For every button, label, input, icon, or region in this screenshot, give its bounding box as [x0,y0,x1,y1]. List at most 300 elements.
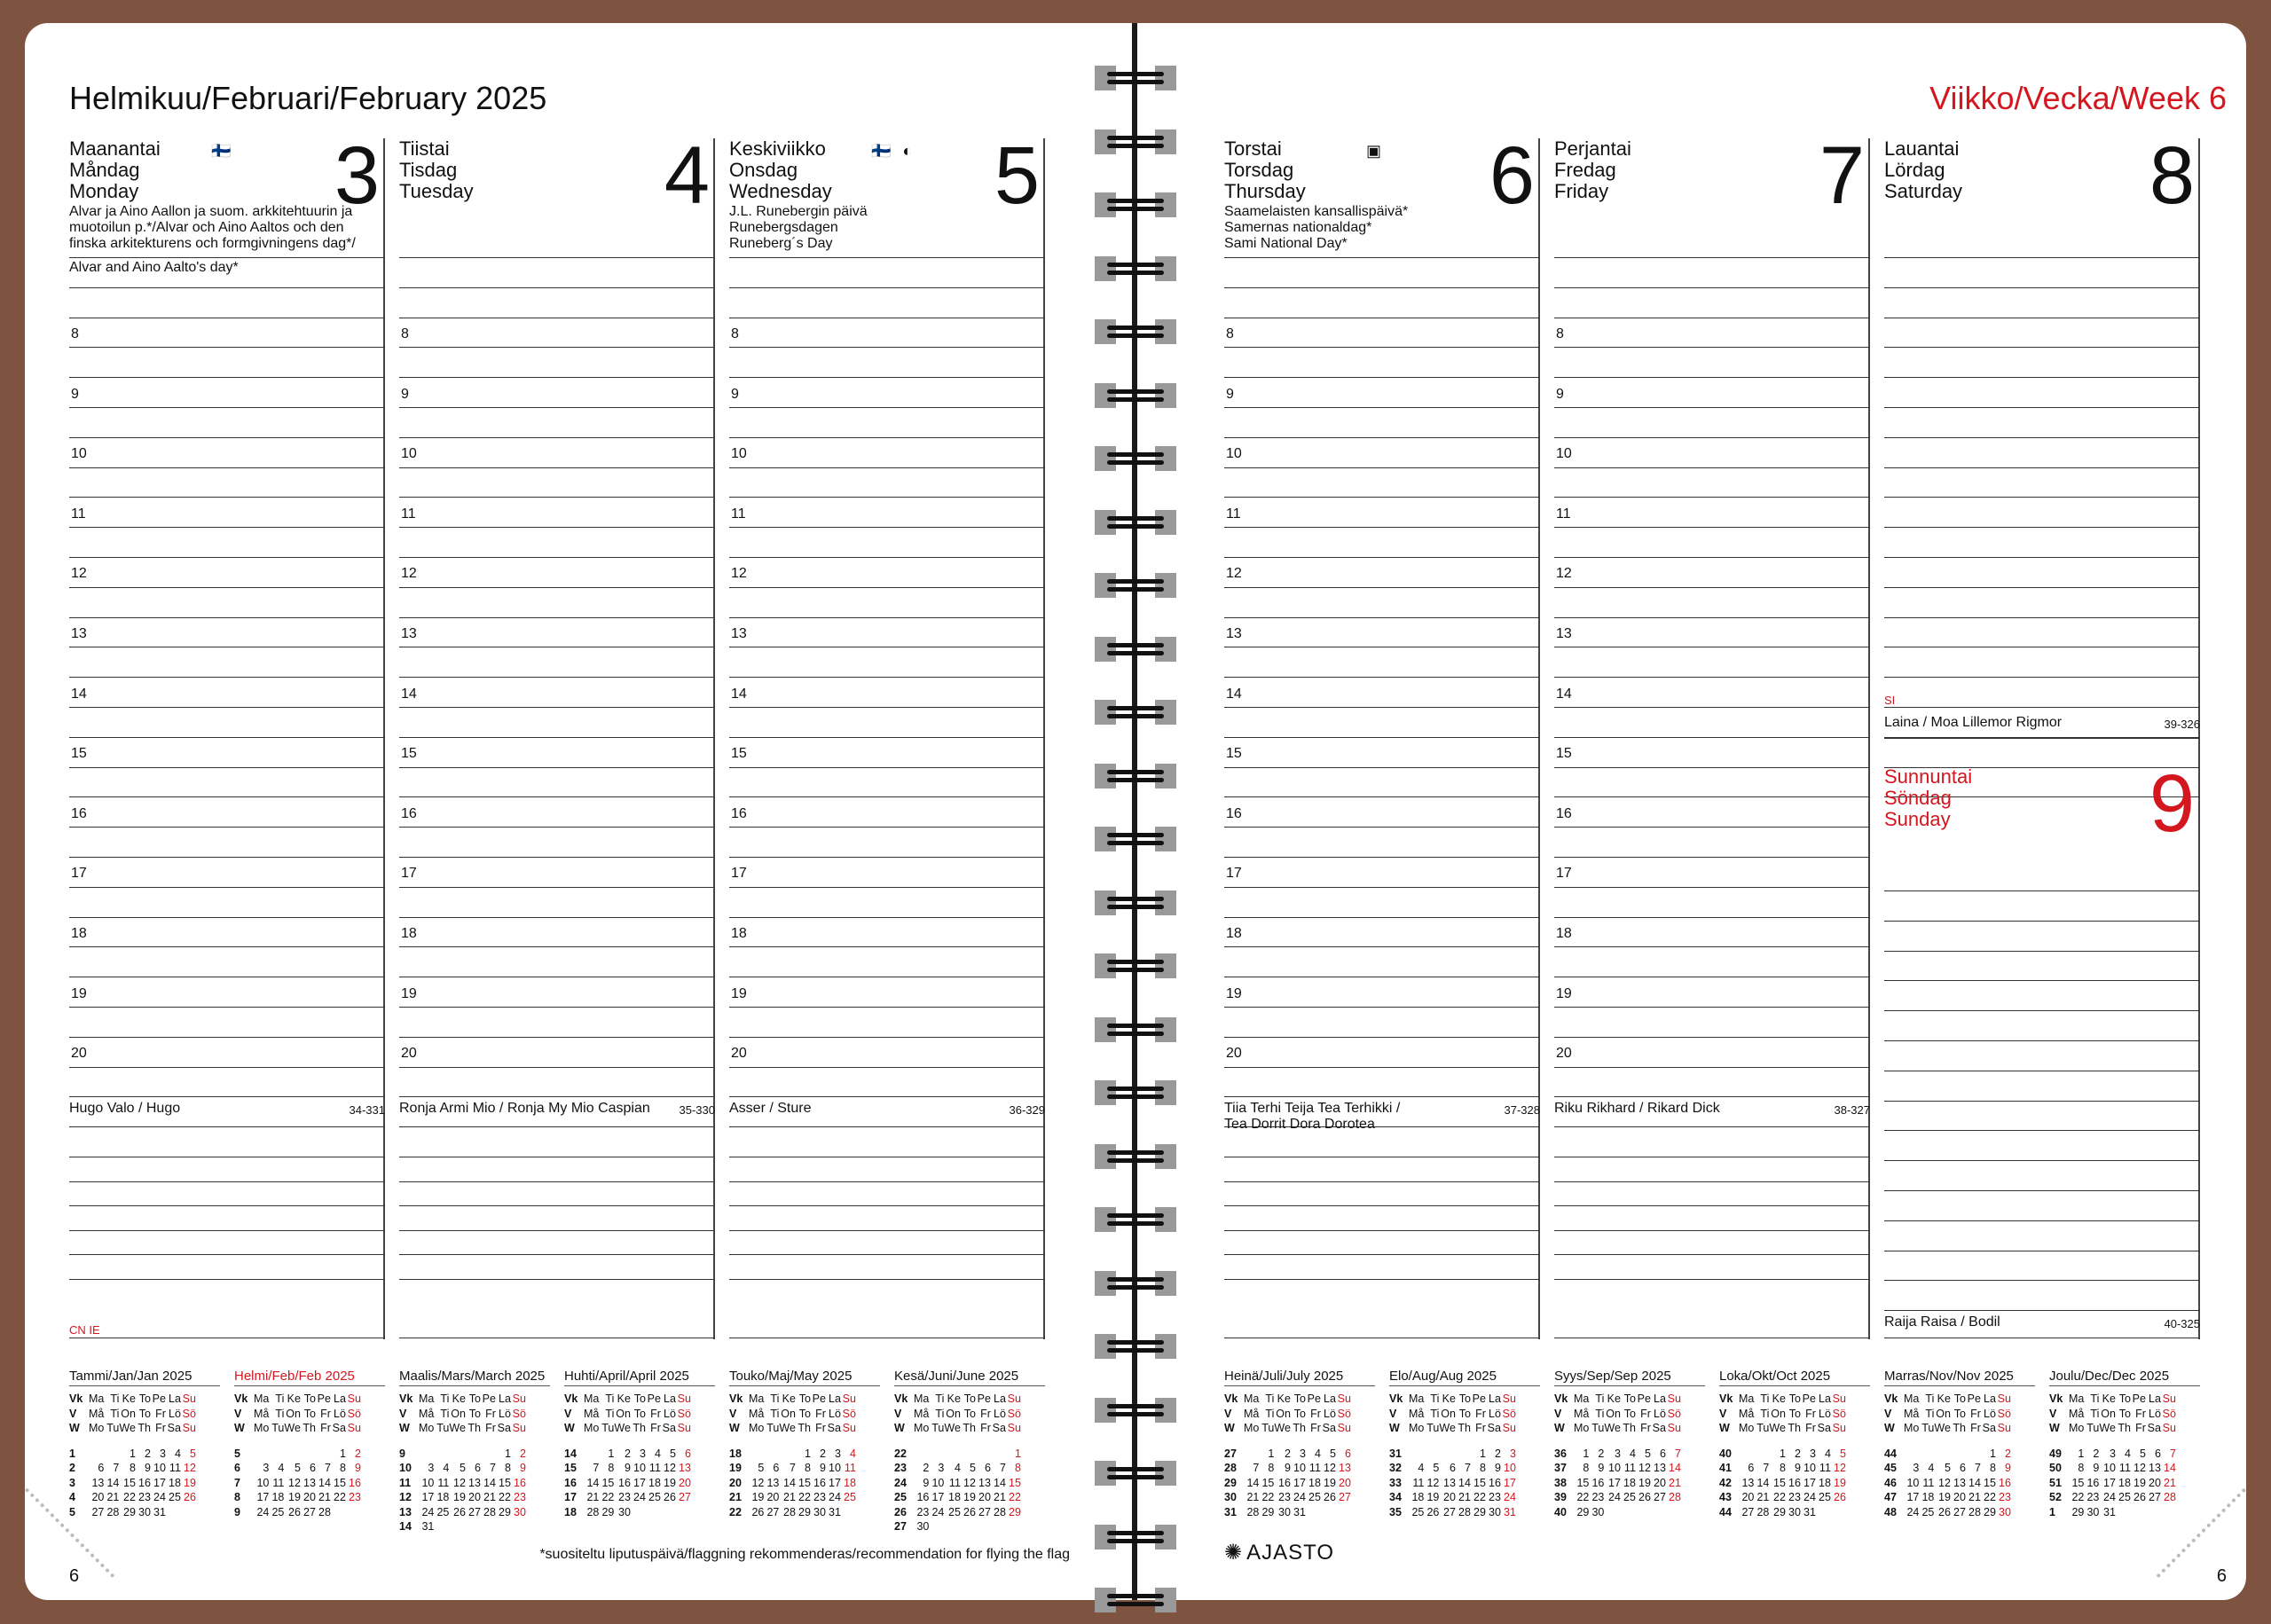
calendar-day: 19 [1834,1476,1846,1489]
calendar-day: 3 [1299,1447,1306,1460]
ring-tab [1155,1080,1176,1105]
weekday-header: W [234,1422,245,1434]
weekday-header: Sa [497,1422,511,1434]
weekday-header: We [1769,1422,1786,1434]
hour-label: 14 [71,686,87,702]
weekday-header: Tu [106,1422,120,1434]
weekday-header: Ma [1244,1393,1260,1405]
ruled-line [1884,1130,2200,1131]
day-name-line: Måndag [69,159,140,181]
weekday-header: Fr [1805,1422,1816,1434]
calendar-day: 16 [1788,1476,1801,1489]
weekday-header: Vk [1719,1393,1733,1405]
week-number: 39 [1554,1491,1567,1503]
day-name-line: Fredag [1554,159,1616,181]
weekday-header: Ma [1574,1393,1590,1405]
month-calendar [1224,1369,1375,1519]
week-row [894,1519,1021,1534]
calendar-day: 20 [1654,1476,1666,1489]
hour-label: 13 [1556,626,1572,641]
calendar-day: 17 [1504,1476,1516,1489]
week-row [1884,1447,2011,1462]
ruled-line [1224,1007,1540,1008]
week-row [399,1461,526,1476]
calendar-day: 8 [1268,1462,1275,1474]
ring-tab [1155,764,1176,788]
ruled-line [1554,587,1870,588]
week-row [564,1476,691,1491]
calendar-day: 22 [1773,1491,1786,1503]
weekday-header: Lö [1489,1407,1501,1420]
ruled-line [399,767,715,768]
calendar-day: 13 [91,1476,105,1489]
calendar-day: 12 [751,1476,765,1489]
notes-line [1224,1230,1540,1231]
calendar-day: 3 [1809,1447,1816,1460]
week-number: 15 [564,1462,577,1474]
week-number: 10 [399,1462,412,1474]
ring-tab [1095,129,1116,154]
weekday-header-row [564,1421,691,1436]
weekday-header: We [779,1422,796,1434]
calendar-day [1621,1505,1636,1520]
hour-label: 20 [401,1046,417,1062]
calendar-day: 20 [1741,1491,1755,1503]
weekday-header: Pe [482,1393,496,1405]
ruled-line [1554,737,1870,738]
ruled-line [1554,257,1870,258]
week-row [1884,1490,2011,1505]
ring-wire [1107,263,1164,267]
notes-line [1554,1254,1870,1255]
calendar-day: 5 [1644,1447,1651,1460]
weekday-header: Ti [1925,1393,1935,1405]
hour-label: 17 [1226,866,1242,882]
calendar-day: 19 [288,1491,301,1503]
spacer [2049,1436,2069,1447]
ruled-line [729,767,1045,768]
calendar-day: 22 [1261,1491,1275,1503]
calendar-day: 24 [931,1505,945,1518]
calendar-day: 14 [1669,1462,1681,1474]
week-row [1224,1476,1351,1491]
calendar-day [2131,1505,2146,1520]
calendar-day [1934,1447,1951,1462]
ruled-line [399,857,715,858]
calendar-day: 27 [1339,1491,1351,1503]
calendar-day: 29 [2071,1505,2085,1518]
ring-tab [1155,890,1176,915]
weekday-header: To [1293,1393,1306,1405]
ring-wire [1107,1340,1164,1345]
calendar-day: 18 [1623,1476,1636,1489]
weekday-header-row [564,1392,691,1407]
calendar-day: 15 [1773,1476,1786,1489]
ring-wire [1107,80,1164,84]
calendar-day [449,1447,466,1462]
calendar-day: 27 [1443,1505,1456,1518]
weekday-header: Fr [1310,1422,1321,1434]
weekday-header: Må [1409,1407,1425,1420]
calendar-day: 16 [618,1476,631,1489]
day-name-line: Tiistai [399,137,450,160]
calendar-day: 28 [783,1505,796,1518]
week-number: 24 [894,1476,907,1489]
hour-label: 8 [1226,326,1234,341]
ruled-line [1224,887,1540,888]
hour-label: 9 [71,386,79,402]
calendar-day: 9 [1494,1462,1501,1474]
day-column [729,130,1045,1339]
weekday-header: Fr [1640,1407,1651,1420]
ruled-line [1884,951,2200,952]
weekday-header: V [399,1407,407,1420]
hour-label: 20 [1226,1046,1242,1062]
ruled-line [1884,1101,2200,1102]
ruled-line [1554,707,1870,708]
weekday-header: To [1458,1407,1471,1420]
calendar-day [166,1505,181,1520]
calendar-day: 9 [2004,1462,2011,1474]
calendar-day: 27 [1741,1505,1755,1518]
calendar-day: 14 [994,1476,1006,1489]
hour-label: 18 [1556,926,1572,941]
calendar-day: 5 [669,1447,676,1460]
calendar-day [269,1447,284,1462]
calendar-day: 26 [1638,1491,1651,1503]
ring-tab [1155,1017,1176,1042]
calendar-day: 23 [138,1491,151,1503]
weekday-header: Su [1502,1422,1516,1434]
calendar-day: 18 [169,1476,181,1489]
weekday-header: To [1293,1407,1306,1420]
ring-tab [1095,1334,1116,1359]
weekday-header: W [564,1422,575,1434]
column-divider [713,138,715,1339]
calendar-day: 21 [1756,1491,1770,1503]
calendar-day [1306,1505,1321,1520]
brand-name: AJASTO [1246,1541,1335,1565]
calendar-day: 30 [1999,1505,2011,1518]
ruled-line [1884,527,2200,528]
weekday-header: Su [2162,1422,2176,1434]
calendar-day: 11 [648,1462,661,1474]
column-divider [1538,138,1540,1339]
weekday-header-row [1719,1407,1846,1422]
calendar-day [496,1519,511,1534]
weekday-header-row [1389,1392,1516,1407]
weekday-header: Ti [1595,1393,1605,1405]
calendar-day [1904,1447,1919,1462]
calendar-day: 7 [2169,1447,2176,1460]
calendar-day [1604,1505,1621,1520]
weekday-header-row [1224,1392,1351,1407]
calendar-day: 9 [519,1462,526,1474]
weekday-header: Ti [1760,1393,1770,1405]
weekday-header: Ti [440,1407,450,1420]
calendar-day [1456,1447,1471,1462]
calendar-day: 6 [1344,1447,1351,1460]
calendar-day: 16 [514,1476,526,1489]
calendar-day: 11 [844,1462,856,1474]
day-name [69,138,161,202]
calendar-day [481,1519,496,1534]
week-row [1719,1461,1846,1476]
flag-icons: 🇫🇮 ◐ [871,142,916,160]
week-number: 36 [1554,1447,1567,1460]
weekday-header-row [1719,1421,1846,1436]
weekday-header: Sö [677,1407,691,1420]
weekday-header: Sa [1982,1422,1996,1434]
day-name-line: Monday [69,180,139,202]
calendar-day [89,1447,104,1462]
calendar-day: 16 [1999,1476,2011,1489]
calendar-day: 17 [1803,1476,1816,1489]
week-number: 5 [69,1505,75,1518]
calendar-day: 13 [1953,1476,1966,1489]
calendar-day: 28 [483,1505,496,1518]
week-row [894,1476,1021,1491]
weekday-header: W [1389,1422,1400,1434]
ring-tab [1155,1207,1176,1232]
ruled-line [1224,946,1540,947]
weekday-header: To [1623,1407,1636,1420]
calendar-day: 24 [1608,1491,1621,1503]
weekday-header: To [1623,1393,1636,1405]
calendar-day: 11 [437,1476,450,1489]
calendar-day [1966,1447,1981,1462]
weekday-header: Må [2069,1407,2085,1420]
calendar-day: 11 [1308,1462,1321,1474]
week-number: 30 [1224,1491,1237,1503]
ruled-line [1224,557,1540,558]
ring-wire [1107,587,1164,592]
hour-label: 17 [731,866,747,882]
ruled-line [1554,407,1870,408]
page-number: 6 [2216,1566,2227,1586]
week-row [399,1490,526,1505]
ruled-line [1884,287,2200,288]
calendar-day: 10 [1608,1462,1621,1474]
weekday-header: Mo [419,1422,435,1434]
day-note: Alvar ja Aino Aallon ja suom. arkkitehtuurin ja muotoilun p.*/Alvar och Aino Aaltos och den finska arkitekturens och formgivningens dag*/ [69,204,356,251]
week-row [1554,1447,1681,1462]
week-number: 47 [1884,1491,1897,1503]
weekday-header: Fr [155,1422,166,1434]
weekday-header: V [894,1407,902,1420]
weekday-header: Ke [1772,1393,1786,1405]
month-calendar [1554,1369,1705,1519]
calendar-day: 3 [938,1462,945,1474]
ring-wire [1107,905,1164,909]
week-number: 42 [1719,1476,1732,1489]
week-row [1224,1447,1351,1462]
calendar-day: 8 [2078,1462,2085,1474]
notes-line [69,1254,385,1255]
spacer-row [564,1436,691,1447]
calendar-day: 15 [1009,1476,1021,1489]
spacer-row [1719,1436,1846,1447]
weekday-header: Må [1904,1407,1920,1420]
weekday-header: V [564,1407,572,1420]
week-number: 46 [1884,1476,1897,1489]
weekday-header: Ke [947,1393,961,1405]
spacer [894,1436,914,1447]
calendar-day: 13 [1654,1462,1666,1474]
weekday-header: Ma [749,1393,765,1405]
calendar-day: 26 [1426,1505,1440,1518]
weekday-header: W [729,1422,740,1434]
ring-tab [1095,1017,1116,1042]
week-number: 48 [1884,1505,1897,1518]
calendar-day: 14 [318,1476,331,1489]
weekday-header-row [1224,1421,1351,1436]
right-page [1137,23,2246,1600]
weekday-header: V [1389,1407,1397,1420]
ruled-line [1554,1126,1870,1127]
weekday-header: Må [1739,1407,1755,1420]
ruled-line [1554,677,1870,678]
ruled-line [69,887,385,888]
ring-wire [1107,778,1164,782]
weekday-header: Su [1667,1393,1681,1405]
weekday-header: Ti [770,1393,780,1405]
calendar-day: 6 [98,1462,105,1474]
weekday-header: V [1884,1407,1892,1420]
weekday-header: Su [1502,1393,1516,1405]
month-table [894,1392,1021,1534]
calendar-day: 11 [272,1476,285,1489]
weekday-header: Ti [1595,1407,1605,1420]
month-calendar [234,1369,385,1519]
spacer-row [69,1436,196,1447]
week-number: 41 [1719,1462,1732,1474]
calendar-day: 16 [1278,1476,1291,1489]
ring-tab [1095,573,1116,598]
ruled-line [1884,1280,2200,1281]
ruled-line [1224,617,1540,618]
week-row [2049,1505,2176,1520]
calendar-day: 10 [931,1476,945,1489]
calendar-day: 12 [1638,1462,1651,1474]
calendar-day: 2 [519,1447,526,1460]
weekday-header: Th [633,1422,646,1434]
calendar-day: 19 [1426,1491,1440,1503]
weekday-header: Sa [662,1422,676,1434]
ring-tab [1155,256,1176,281]
ruled-line [69,677,385,678]
ruled-line [69,587,385,588]
flag-icons: ▣ [1366,142,1386,160]
weekday-header: Su [677,1422,691,1434]
weekday-header: Sa [1487,1422,1501,1434]
weekday-header: Pe [812,1393,826,1405]
day-name [1554,138,1631,202]
month-calendar [399,1369,550,1534]
month-calendar [1389,1369,1540,1519]
weekday-header: La [664,1393,676,1405]
calendar-day: 20 [978,1491,991,1503]
ring-tab [1155,827,1176,851]
weekday-header: Fr [980,1407,991,1420]
weekday-header: La [1819,1393,1831,1405]
weekday-header: Th [468,1422,481,1434]
calendar-day: 23 [1999,1491,2011,1503]
calendar-day: 9 [1598,1462,1605,1474]
calendar-day: 11 [1819,1462,1831,1474]
week-row [1719,1505,1846,1520]
calendar-day: 10 [256,1476,270,1489]
calendar-day: 19 [1324,1476,1336,1489]
notes-line [1224,1279,1540,1280]
ruled-line [1554,467,1870,468]
name-day: Asser / Sture [729,1101,812,1116]
month-calendar [69,1369,220,1519]
weekday-header: Fr [650,1422,661,1434]
calendar-day: 2 [624,1447,631,1460]
weekday-header-row [1719,1392,1846,1407]
notes-line [69,1205,385,1206]
calendar-day [481,1447,496,1462]
weekday-header: Tu [931,1422,945,1434]
hour-label: 16 [731,805,747,821]
hour-label: 9 [1556,386,1564,402]
ruled-line [69,347,385,348]
calendar-day: 20 [468,1491,481,1503]
ruled-line [1554,796,1870,797]
ruled-line [1224,1037,1540,1038]
spacer [1884,1436,1904,1447]
ruled-line [399,887,715,888]
notes-line [399,1230,715,1231]
divider-line [1884,738,2200,739]
week-number: 14 [564,1447,577,1460]
ring-wire [1107,643,1164,647]
calendar-day: 8 [504,1462,511,1474]
weekday-header: Pe [152,1393,166,1405]
weekday-header: Su [512,1422,526,1434]
ring-tab [1095,637,1116,662]
weekday-header: Pe [1637,1393,1651,1405]
hour-label: 16 [71,805,87,821]
weekday-header: La [499,1393,511,1405]
calendar-day: 30 [514,1505,526,1518]
weekday-header: Th [2118,1422,2131,1434]
binding-ring [1095,573,1176,598]
weekday-header: To [468,1407,481,1420]
weekday-header: Lö [829,1407,841,1420]
week-number: 29 [1224,1476,1237,1489]
hour-label: 17 [71,866,87,882]
hour-label: 12 [1556,566,1572,582]
weekday-header: La [829,1393,841,1405]
weekday-header: Mo [1244,1422,1260,1434]
weekday-header: Ke [782,1393,796,1405]
calendar-day [1651,1505,1666,1520]
calendar-day: 8 [608,1462,615,1474]
weekday-header: Su [1337,1393,1351,1405]
ring-tab [1155,573,1176,598]
ring-tab [1155,1398,1176,1423]
ruled-line [1554,497,1870,498]
ruled-line [729,827,1045,828]
ruled-line [729,1126,1045,1127]
calendar-day: 4 [1314,1447,1321,1460]
weekday-header: Vk [2049,1393,2063,1405]
ruled-line [1224,587,1540,588]
month-table [234,1392,361,1519]
binding-ring [1095,66,1176,90]
